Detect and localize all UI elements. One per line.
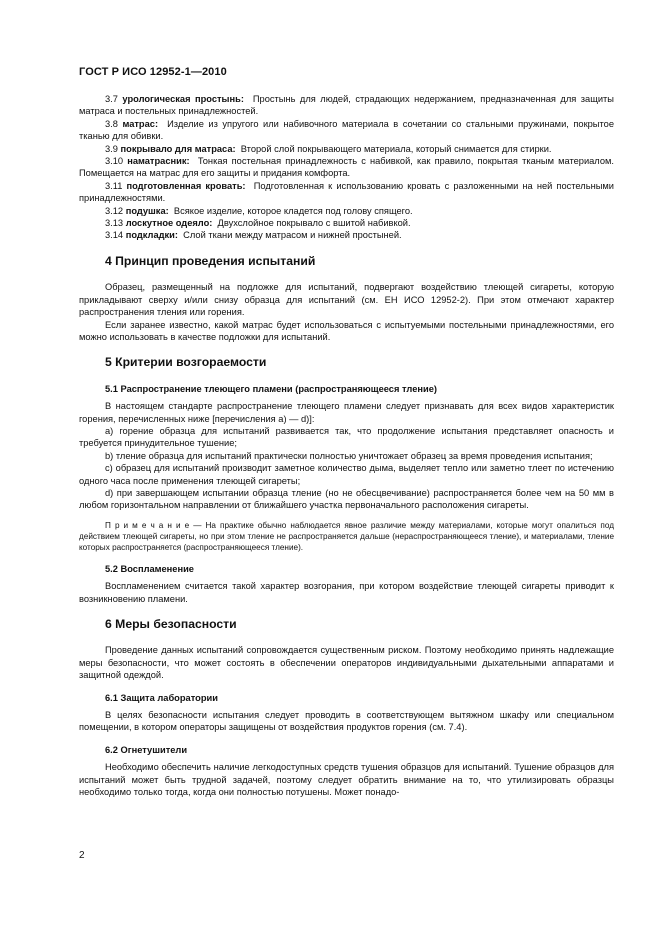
definition-term: матрас: <box>122 118 159 129</box>
definition-text: Второй слой покрывающего материала, который снимается для стирки. <box>240 143 552 154</box>
definition-number: 3.10 <box>105 156 124 167</box>
definition-term: покрывало для матраса: <box>120 143 236 154</box>
definition-number: 3.12 <box>105 205 124 216</box>
definition-number: 3.11 <box>105 180 123 191</box>
list-item-b: b) тление образца для испытаний практически полностью уничтожает образец за время проведения испытания; <box>105 450 593 461</box>
definition-term: подкладки: <box>125 230 178 241</box>
subsection-6-1-paragraph: В целях безопасности испытания следует проводить в соответствующем вытяжном шкафу или специальном помещении, в котором операторы защищены от воздействия продуктов горения (см. 7.4). <box>79 710 614 733</box>
section-5-heading: 5 Критерии возгораемости <box>105 355 267 370</box>
definition-item <box>79 155 614 180</box>
document-header: ГОСТ Р ИСО 12952-1—2010 <box>79 66 227 78</box>
page-content <box>79 93 614 798</box>
note-label: П р и м е ч а н и е <box>105 520 190 530</box>
definition-number: 3.13 <box>105 218 124 229</box>
subsection-6-2-heading: 6.2 Огнетушители <box>105 744 188 755</box>
subsection-5-2-paragraph: Воспламенением считается такой характер возгорания, при котором воздействие тлеющей сигареты приводит к возникновению пламени. <box>79 581 614 604</box>
definition-term: подготовленная кровать: <box>126 180 246 191</box>
definition-number: 3.9 <box>105 143 118 154</box>
definition-text: Слой ткани между матрасом и нижней простыней. <box>183 230 402 241</box>
subsection-5-1-paragraph: В настоящем стандарте распространение тлеющего пламени следует признавать для всех видов характеристик горения, перечисленных ниже [перечисления а) — d)]: <box>79 401 614 424</box>
definition-item <box>79 180 614 205</box>
subsection-5-2-heading: 5.2 Воспламенение <box>105 563 194 574</box>
section-4-heading: 4 Принцип проведения испытаний <box>105 253 316 268</box>
definition-item <box>79 118 614 143</box>
note <box>79 520 614 553</box>
definition-item <box>79 205 614 217</box>
definition-text: Подготовленная к использованию кровать с разложенными на ней постельными принадлежностями. <box>79 180 614 204</box>
definition-item <box>79 229 614 241</box>
definition-term: подушка: <box>125 205 169 216</box>
list-item-d: d) при завершающем испытании образца тление (но не обесцвечивание) распространяется более чем на 50 мм в любом горизонтальном направлении от ближайшего участка первоначального расположения сигареты. <box>79 487 614 511</box>
definition-text: Простынь для людей, страдающих недержанием, предназначенная для защиты матраса и постельных принадлежностей. <box>79 94 614 117</box>
definition-term: лоскутное одеяло: <box>125 218 213 229</box>
section-6-heading: 6 Меры безопасности <box>105 617 237 631</box>
note-text: — На практике обычно наблюдается явное различие между материалами, которые могут опалиться под действием тлеющей сигареты, но при этом тление не распространяется дальше (нераспространяющееся тление), и материалами, тление которых распространяется (распространяющееся тление). <box>79 520 614 552</box>
page-number: 2 <box>79 850 85 861</box>
definition-number: 3.8 <box>105 118 118 129</box>
section-6-paragraph: Проведение данных испытаний сопровождается существенным риском. Поэтому необходимо принять надлежащие меры безопасности, что может состоять в обеспечении операторов индивидуальными дыхательными аппаратами и защитной одеждой. <box>79 645 614 681</box>
subsection-5-1-heading: 5.1 Распространение тлеющего пламени (распространяющееся тление) <box>105 383 437 394</box>
definition-term: наматрасник: <box>127 156 190 167</box>
definition-item <box>79 93 614 118</box>
subsection-6-1-heading: 6.1 Защита лаборатории <box>105 692 218 703</box>
section-4-paragraph: Если заранее известно, какой матрас будет использоваться с испытуемыми постельными принадлежностями, его можно использовать в качестве подложки для испытаний. <box>79 319 614 342</box>
list-item-c: c) образец для испытаний производит заметное количество дыма, выделяет тепло или заметно тлеет по истечению одного часа после применения тлеющей сигареты; <box>79 463 614 486</box>
definitions-list <box>79 93 614 242</box>
definition-item <box>79 217 614 229</box>
definition-term: урологическая простынь: <box>122 94 244 104</box>
subsection-6-2-paragraph: Необходимо обеспечить наличие легкодоступных средств тушения образцов для испытаний. Тушение образцов для испытаний может быть трудной задачей, поэтому следует обратить внимание на то, что утилизировать образцы необходимо только тогда, когда они полностью потушены. Может понадо- <box>79 762 614 798</box>
definition-text: Двухслойное покрывало с вшитой набивкой. <box>217 218 411 229</box>
definition-text: Тонкая постельная принадлежность с набивкой, как правило, покрытая тканым материалом. Помещается на матрас для его защиты и придания комфорта. <box>79 156 614 179</box>
section-4-paragraph: Образец, размещенный на подложке для испытаний, подвергают воздействию тлеющей сигареты, которую прикладывают сверху и/или снизу образца для испытаний (см. ЕН ИСО 12952-2). При этом отмечают характер распространения тления или горения. <box>79 282 614 318</box>
definition-item <box>79 143 614 155</box>
list-item-a: а) горение образца для испытаний развивается так, что продолжение испытания представляет опасность и требуется принудительное тушение; <box>79 425 614 449</box>
definition-text: Изделие из упругого или набивочного материала в сочетании со стальными пружинами, покрытое тканью для обивки. <box>79 118 614 142</box>
definition-number: 3.14 <box>105 230 124 241</box>
definition-text: Всякое изделие, которое кладется под голову спящего. <box>173 205 413 216</box>
definition-number: 3.7 <box>105 94 118 104</box>
